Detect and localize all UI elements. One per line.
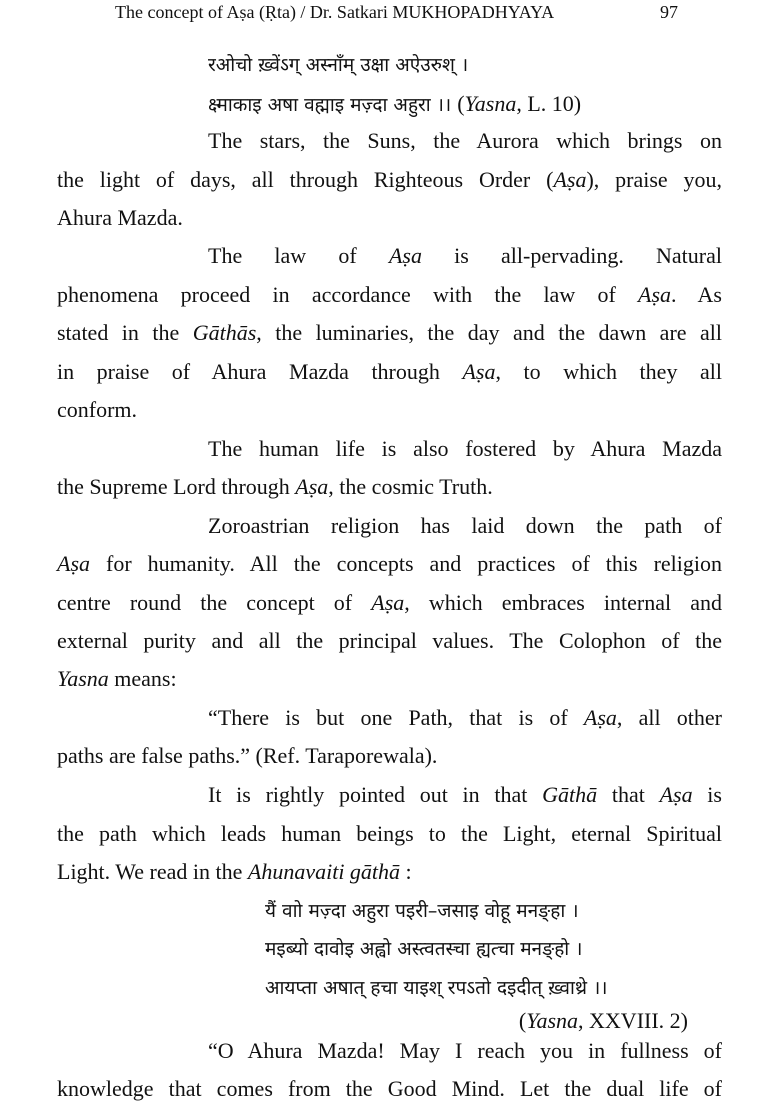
italic-term: Aṣa	[583, 705, 617, 730]
text-segment: , XXVIII. 2)	[578, 1008, 688, 1033]
text-line	[57, 741, 722, 771]
italic-term: Aṣa	[57, 551, 90, 576]
text-segment: stated in the	[57, 320, 193, 345]
text-segment: is	[692, 782, 722, 807]
sanskrit-verse-line	[208, 89, 722, 120]
text-line	[57, 395, 722, 425]
text-line	[57, 280, 722, 310]
italic-term: Ahunavaiti gāthā	[247, 859, 401, 884]
text-line	[57, 857, 722, 887]
text-segment: Ahura Mazda.	[57, 205, 183, 230]
text-segment: :	[400, 859, 412, 884]
text-segment: knowledge that comes from the Good Mind. Let the dual life of	[57, 1076, 722, 1101]
text-segment: , all other	[616, 705, 722, 730]
text-line	[57, 472, 722, 502]
text-segment: यैं वाो मज़्दा अहुरा पइरी–जसाइ वोहू मनङ्हा ।	[265, 900, 579, 922]
italic-term: Yasna	[464, 91, 517, 116]
text-segment: , the luminaries, the day and the dawn are all	[256, 320, 722, 345]
sanskrit-verse-line	[265, 896, 780, 926]
text-segment: , L. 10)	[516, 91, 582, 116]
italic-term: Aṣa	[462, 359, 496, 384]
text-line	[208, 434, 722, 464]
text-segment: It is rightly pointed out in that	[208, 782, 543, 807]
italic-term: Yasna	[526, 1008, 579, 1033]
sanskrit-verse-line	[265, 973, 780, 1003]
text-segment: (	[518, 1008, 527, 1033]
text-line	[57, 664, 722, 694]
text-segment: आयप्ता अषात् हचा याइश् रपऽतो दइदीत् ख़्वाथ्रे ।।	[265, 977, 608, 999]
text-line	[57, 626, 722, 656]
text-segment: मइब्यो दावोइ अह्वो अस्त्वतस्चा ह्यत्चा मनङ्हो ।	[265, 938, 583, 960]
text-segment: the path which leads human beings to the Light, eternal Spiritual	[57, 821, 722, 846]
text-line	[208, 241, 722, 271]
text-line	[208, 126, 722, 156]
text-segment: . As	[671, 282, 722, 307]
text-line	[57, 203, 722, 233]
text-segment: in praise of Ahura Mazda through	[57, 359, 463, 384]
italic-term: Yasna	[57, 666, 109, 691]
text-segment: , to which they all	[495, 359, 722, 384]
text-segment: क्ष्माकाइ अषा वह्माइ मज़्दा अहुरा ।।	[208, 94, 458, 116]
italic-term: Aṣa	[659, 782, 693, 807]
text-segment: “There is but one Path, that is of	[208, 705, 584, 730]
italic-term: Aṣa	[553, 167, 587, 192]
text-segment: centre round the concept of	[57, 590, 372, 615]
text-segment: means:	[108, 666, 177, 691]
italic-term: Aṣa	[638, 282, 672, 307]
text-segment: (	[457, 91, 465, 116]
text-segment: , the cosmic Truth.	[328, 474, 493, 499]
text-segment: paths are false paths.” (Ref. Taraporewala).	[57, 743, 438, 768]
text-segment: The human life is also fostered by Ahura Mazda	[208, 436, 722, 461]
text-line	[57, 1074, 722, 1104]
text-segment: external purity and all the principal values. The Colophon of the	[57, 628, 722, 653]
text-segment: Light. We read in the	[57, 859, 248, 884]
text-segment: The stars, the Suns, the Aurora which brings on	[208, 128, 722, 153]
text-segment: that	[597, 782, 660, 807]
text-segment: the Supreme Lord through	[57, 474, 296, 499]
italic-term: Gāthā	[542, 782, 598, 807]
running-title: The concept of Aṣa (Ṛta) / Dr. Satkari MUKHOPADHYAYA	[115, 2, 555, 22]
italic-term: Aṣa	[388, 243, 422, 268]
text-segment: phenomena proceed in accordance with the law of	[57, 282, 639, 307]
text-segment: the light of days, all through Righteous Order (	[57, 167, 554, 192]
text-segment: Zoroastrian religion has laid down the path of	[208, 513, 722, 538]
text-line	[519, 1006, 688, 1036]
text-segment: The law of	[208, 243, 389, 268]
page-number: 97	[660, 2, 678, 22]
text-line	[208, 703, 722, 733]
text-segment: ), praise you,	[586, 167, 722, 192]
text-segment: रओचो ख़्वेंऽग् अस्नाँम् उक्षा अऐउरुश् ।	[208, 54, 469, 76]
italic-term: Aṣa	[295, 474, 329, 499]
text-segment: , which embraces internal and	[404, 590, 722, 615]
sanskrit-verse-line	[208, 50, 722, 80]
text-line	[208, 780, 722, 810]
text-line	[57, 819, 722, 849]
text-segment: “O Ahura Mazda! May I reach you in fullness of	[208, 1038, 722, 1063]
text-line	[208, 1036, 722, 1066]
text-line	[57, 588, 722, 618]
text-line	[57, 549, 722, 579]
italic-term: Aṣa	[371, 590, 405, 615]
text-line	[57, 357, 722, 387]
italic-term: Gāthās	[192, 320, 257, 345]
text-line	[57, 165, 722, 195]
text-segment: conform.	[57, 397, 138, 422]
text-segment: is all-pervading. Natural	[421, 243, 722, 268]
text-line	[208, 511, 722, 541]
text-line	[57, 318, 722, 348]
sanskrit-verse-line	[265, 934, 780, 964]
text-segment: for humanity. All the concepts and practices of this religion	[90, 551, 722, 576]
